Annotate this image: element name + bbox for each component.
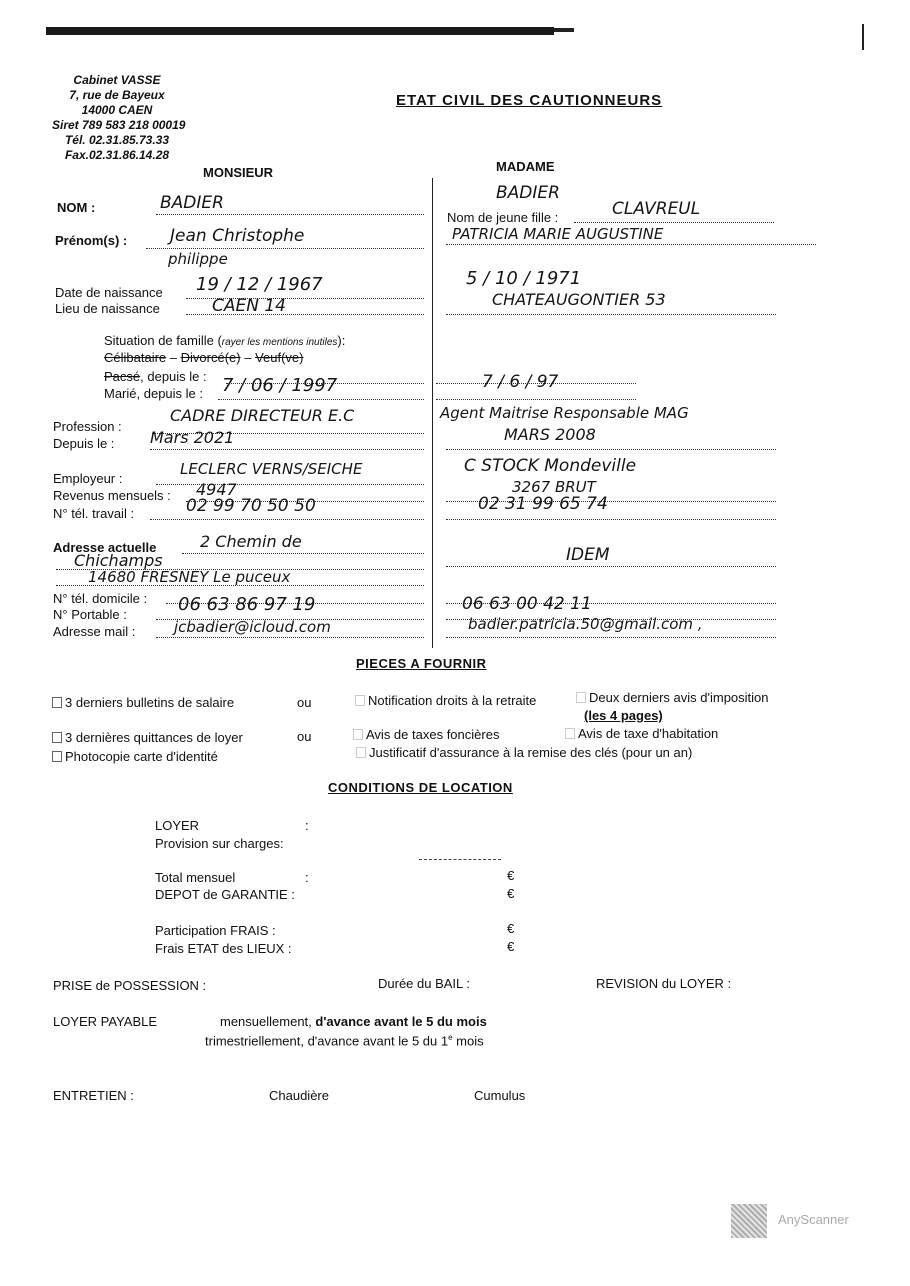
piece-avis-imposition — [576, 690, 769, 705]
checkbox-justificatif[interactable] — [356, 747, 366, 758]
dotline-depuis-m — [150, 449, 424, 450]
piece-ou-1: ou — [297, 695, 312, 710]
scanner-logo-icon — [731, 1204, 767, 1238]
situation-options — [104, 350, 303, 365]
option-pacse: Pacsé — [104, 369, 141, 384]
scan-edge-mark — [862, 24, 864, 50]
option-celibataire: Célibataire — [104, 350, 167, 365]
piece-quittances — [52, 730, 243, 745]
label-provision: Provision sur charges: — [155, 836, 284, 851]
monsieur-portable: 06 63 86 97 19 — [178, 594, 316, 615]
madame-employeur: C STOCK Mondeville — [464, 456, 637, 476]
label-total-colon: : — [305, 870, 309, 885]
cabinet-address — [52, 73, 186, 163]
label-loyer-payable: LOYER PAYABLE — [53, 1014, 158, 1029]
piece-taxe-habitation — [565, 726, 718, 741]
label-lieu-naissance: Lieu de naissance — [55, 301, 160, 316]
piece-les-4-pages: (les 4 pages) — [584, 708, 663, 723]
monsieur-prenoms-1: Jean Christophe — [170, 226, 305, 246]
label-total: Total mensuel — [155, 870, 236, 885]
label-participation: Participation FRAIS : — [155, 923, 276, 938]
cabinet-city: 14000 CAEN — [81, 103, 153, 117]
madame-nom-jeune-fille: CLAVREUL — [612, 199, 701, 219]
piece-justificatif — [356, 745, 692, 760]
label-frais-etat: Frais ETAT des LIEUX : — [155, 941, 292, 956]
label-depot: DEPOT de GARANTIE : — [155, 887, 295, 902]
scan-top-bar — [46, 27, 554, 35]
scanner-watermark: AnyScanner — [778, 1212, 849, 1227]
monsieur-adresse-2: Chichamps — [74, 551, 163, 570]
label-date-naissance: Date de naissance — [55, 285, 163, 300]
label-revision-loyer: REVISION du LOYER : — [596, 976, 732, 991]
option-trimestriellement-end: mois — [452, 1033, 484, 1049]
column-monsieur: MONSIEUR — [203, 165, 274, 180]
label-employeur: Employeur : — [53, 471, 123, 486]
euro-participation: € — [507, 921, 515, 936]
scan-top-bar-end — [554, 28, 574, 32]
euro-depot: € — [507, 886, 515, 901]
monsieur-adresse-1: 2 Chemin de — [200, 532, 302, 551]
piece-ou-2: ou — [297, 729, 312, 744]
label-adresse: Adresse actuelle — [53, 540, 157, 555]
checkbox-taxes-foncieres[interactable] — [353, 729, 363, 740]
piece-bulletins-label: 3 derniers bulletins de salaire — [65, 695, 235, 710]
checkbox-avis-imposition[interactable] — [576, 692, 586, 703]
piece-bulletins — [52, 695, 234, 710]
document-title: ETAT CIVIL DES CAUTIONNEURS — [396, 92, 663, 109]
option-mensuellement-a: mensuellement, — [220, 1014, 316, 1029]
label-situation: Situation de famille ( — [104, 333, 222, 348]
madame-portable: 06 63 00 42 11 — [462, 594, 592, 614]
piece-notification — [355, 693, 536, 708]
option-mensuellement-b: d'avance avant le 5 du mois — [315, 1014, 487, 1029]
piece-justificatif-label: Justificatif d'assurance à la remise des clés (pour un an) — [369, 745, 693, 760]
madame-adresse: IDEM — [566, 545, 610, 565]
monsieur-adresse-3: 14680 FRESNEY Le puceux — [88, 568, 291, 586]
label-tel-domicile: N° tél. domicile : — [53, 591, 148, 606]
option-trimestriellement — [205, 1033, 484, 1048]
euro-total: € — [507, 868, 515, 883]
dotline-tel-travail-m — [150, 519, 424, 520]
madame-prenoms: PATRICIA MARIE AUGUSTINE — [452, 225, 664, 243]
monsieur-prenoms-2: philippe — [168, 250, 228, 268]
label-chaudiere: Chaudière — [269, 1088, 329, 1103]
monsieur-marie-depuis: 7 / 06 / 1997 — [222, 375, 338, 396]
option-sep-1: – — [166, 350, 181, 365]
piece-notification-label: Notification droits à la retraite — [368, 693, 537, 708]
pacse-line — [104, 369, 207, 384]
madame-marie-depuis: 7 / 6 / 97 — [482, 372, 559, 392]
label-cumulus: Cumulus — [474, 1088, 526, 1103]
monsieur-lieu-naissance: CAEN 14 — [212, 296, 286, 316]
dotline-tel-travail-f — [446, 519, 776, 520]
dotline-lieu-f — [446, 314, 776, 315]
madame-profession: Agent Maitrise Responsable MAG — [440, 404, 689, 422]
label-situation-hint: rayer les mentions inutiles — [221, 337, 338, 348]
cabinet-street: 7, rue de Bayeux — [69, 88, 165, 102]
madame-nom: BADIER — [496, 183, 560, 203]
cabinet-siret: Siret 789 583 218 00019 — [52, 118, 186, 132]
monsieur-date-naissance: 19 / 12 / 1967 — [196, 274, 323, 295]
piece-taxes-foncieres — [353, 727, 499, 742]
dotline-mail-m — [156, 637, 424, 638]
label-prise-possession: PRISE de POSSESSION : — [53, 978, 207, 993]
label-nom: NOM : — [57, 200, 96, 215]
label-pacse-suffix: , depuis le : — [140, 369, 207, 384]
cabinet-fax: Fax.02.31.86.14.28 — [64, 148, 170, 162]
label-marie: Marié, depuis le : — [104, 386, 203, 401]
checkbox-notification[interactable] — [355, 695, 365, 706]
dotline-adresse-f — [446, 566, 776, 567]
option-veuf: Veuf(ve) — [255, 350, 304, 365]
madame-depuis: MARS 2008 — [504, 425, 596, 444]
label-entretien: ENTRETIEN : — [53, 1088, 134, 1103]
checkbox-taxe-habitation[interactable] — [565, 728, 575, 739]
label-nom-jeune-fille: Nom de jeune fille : — [447, 210, 559, 225]
label-loyer: LOYER — [155, 818, 200, 833]
monsieur-depuis: Mars 2021 — [150, 428, 235, 447]
dotline-prenoms-f — [446, 244, 816, 245]
label-duree-bail: Durée du BAIL : — [378, 976, 471, 991]
label-mail: Adresse mail : — [53, 624, 136, 639]
label-profession: Profession : — [53, 419, 122, 434]
dotline-prenoms-m — [146, 248, 424, 249]
pieces-title: PIECES A FOURNIR — [356, 656, 487, 671]
monsieur-tel-travail: 02 99 70 50 50 — [186, 496, 316, 516]
dotline-mail-f — [446, 637, 776, 638]
column-madame: MADAME — [496, 159, 555, 174]
piece-photocopie-label: Photocopie carte d'identité — [65, 749, 218, 764]
piece-taxes-foncieres-label: Avis de taxes foncières — [366, 727, 500, 742]
monsieur-profession: CADRE DIRECTEUR E.C — [170, 406, 355, 425]
monsieur-mail: jcbadier@icloud.com — [174, 618, 331, 636]
madame-date-naissance: 5 / 10 / 1971 — [466, 268, 582, 289]
piece-quittances-label: 3 dernières quittances de loyer — [65, 730, 243, 745]
option-trimestriellement-a: trimestriellement, d'avance avant le 5 du 1 — [205, 1033, 449, 1049]
label-loyer-colon: : — [305, 818, 309, 833]
option-sep-2: – — [240, 350, 256, 365]
conditions-title: CONDITIONS DE LOCATION — [328, 780, 513, 795]
dotline-marie-m — [218, 399, 424, 400]
monsieur-nom: BADIER — [160, 193, 224, 213]
piece-photocopie — [52, 749, 218, 764]
sum-line — [419, 859, 501, 860]
label-portable: N° Portable : — [53, 607, 127, 622]
dotline-depuis-f — [446, 449, 776, 450]
dotline-njf — [574, 222, 774, 223]
situation-famille — [104, 333, 345, 348]
madame-mail: badier.patricia.50@gmail.com , — [468, 615, 703, 633]
checkbox-quittances[interactable] — [52, 732, 62, 743]
checkbox-bulletins[interactable] — [52, 697, 62, 708]
label-tel-travail: N° tél. travail : — [53, 506, 135, 521]
monsieur-revenus: 4947 — [196, 480, 237, 499]
label-situation-end: ): — [337, 333, 346, 348]
option-trimestriellement-sup: e — [448, 1033, 453, 1042]
cabinet-tel: Tél. 02.31.85.73.33 — [64, 133, 170, 147]
dotline-nom-m — [156, 214, 424, 215]
column-divider — [432, 178, 433, 648]
dotline-marie-f — [436, 399, 636, 400]
piece-avis-imposition-label: Deux derniers avis d'imposition — [589, 690, 769, 705]
madame-tel-travail: 02 31 99 65 74 — [478, 494, 608, 514]
dotline-adresse-m — [182, 553, 424, 554]
madame-lieu-naissance: CHATEAUGONTIER 53 — [492, 290, 666, 309]
madame-revenus: 3267 BRUT — [512, 478, 596, 496]
option-divorce: Divorcé(e) — [180, 350, 241, 365]
label-depuis: Depuis le : — [53, 436, 115, 451]
checkbox-photocopie[interactable] — [52, 751, 62, 762]
monsieur-employeur: LECLERC VERNS/SEICHE — [180, 460, 363, 478]
euro-frais-etat: € — [507, 939, 515, 954]
label-revenus: Revenus mensuels : — [53, 488, 171, 503]
cabinet-name: Cabinet VASSE — [73, 73, 161, 87]
label-prenoms: Prénom(s) : — [55, 233, 128, 248]
piece-taxe-habitation-label: Avis de taxe d'habitation — [578, 726, 719, 741]
option-mensuellement — [220, 1014, 487, 1029]
